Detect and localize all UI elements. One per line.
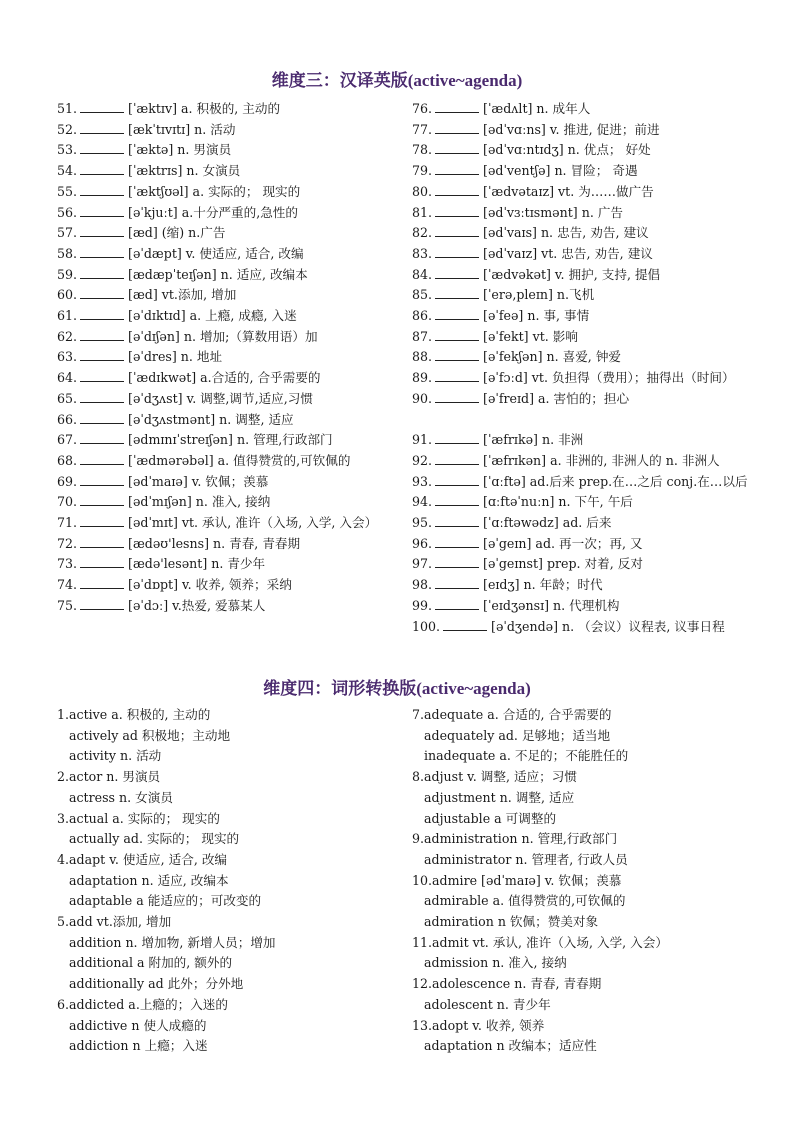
answer-blank[interactable] (80, 369, 124, 382)
entry-definition: [əˈgeɪn] ad. 再一次；再, 又 (483, 535, 643, 551)
entry-number: 92. (412, 452, 433, 468)
vocab-entry (412, 182, 752, 203)
answer-blank[interactable] (435, 141, 479, 154)
entry-definition: [ˈæktə] n. 男演员 (128, 142, 232, 158)
answer-blank[interactable] (80, 307, 124, 320)
entry-number: 91. (412, 432, 433, 448)
vocab-entry (412, 492, 752, 513)
derived-form: admission n. 准入, 接纳 (424, 955, 567, 971)
entry-number: 69. (57, 473, 78, 489)
answer-blank[interactable] (80, 555, 124, 568)
word-family-head: 10.admire [ədˈmaɪə] v. 钦佩；羡慕 (412, 872, 622, 888)
entry-definition: [ədmɪnɪˈstreɪʃən] n. 管理,行政部门 (128, 432, 333, 448)
answer-blank[interactable] (80, 493, 124, 506)
word-family-head: 11.admit vt. 承认, 准许（入场, 入学, 入会） (412, 934, 668, 950)
entry-definition: [ˈeɪdʒənsɪ] n. 代理机构 (483, 597, 620, 613)
vocab-entry (412, 617, 752, 638)
vocab-entry (412, 368, 752, 389)
vocab-entry (412, 203, 752, 224)
vocab-entry (57, 472, 392, 493)
entry-definition: [əˈfreɪd] a. 害怕的；担心 (483, 390, 630, 406)
entry-definition: [ˈæktʃʊəl] a. 实际的； 现实的 (128, 183, 301, 199)
entry-definition: [əˈdʒʌst] v. 调整,调节,适应,习惯 (128, 390, 313, 406)
entry-definition: [əˈdɪʃən] n. 增加;（算数用语）加 (128, 328, 318, 344)
derived-form: adaptation n 改编本；适应性 (424, 1038, 597, 1054)
derived-form: admiration n 钦佩；赞美对象 (424, 914, 599, 930)
entry-number: 67. (57, 432, 78, 448)
entry-definition: [əˈfɔːd] vt. 负担得（费用）；抽得出（时间） (483, 370, 735, 386)
entry-number: 77. (412, 121, 433, 137)
vocab-entry (412, 430, 752, 451)
derived-form: inadequate a. 不足的；不能胜任的 (424, 748, 629, 764)
answer-blank[interactable] (435, 493, 479, 506)
vocab-entry (412, 596, 752, 617)
entry-number: 60. (57, 287, 78, 303)
derived-form: administrator n. 管理者, 行政人员 (424, 851, 628, 867)
answer-blank[interactable] (80, 431, 124, 444)
vocab-entry (57, 368, 392, 389)
answer-blank[interactable] (435, 100, 479, 113)
entry-definition: [ˈædvətaɪz] vt. 为……做广告 (483, 183, 654, 199)
vocab-entry (412, 161, 752, 182)
answer-blank[interactable] (80, 224, 124, 237)
answer-blank[interactable] (80, 245, 124, 258)
vocab-entry (57, 389, 392, 410)
derived-form: actually ad. 实际的； 现实的 (69, 831, 240, 847)
answer-blank[interactable] (435, 473, 479, 486)
entry-definition: [ˈædɪkwət] a.合适的, 合乎需要的 (128, 370, 321, 386)
vocab-entry (412, 327, 752, 348)
derived-form: activity n. 活动 (69, 748, 162, 764)
entry-definition: [ædæpˈteɪʃən] n. 适应, 改编本 (128, 266, 308, 282)
answer-blank[interactable] (435, 390, 479, 403)
entry-number: 63. (57, 349, 78, 365)
vocab-entry (57, 99, 392, 120)
entry-number: 84. (412, 266, 433, 282)
entry-number: 70. (57, 494, 78, 510)
entry-number: 99. (412, 597, 433, 613)
vocab-entry (412, 140, 752, 161)
answer-blank[interactable] (80, 162, 124, 175)
entry-number: 66. (57, 411, 78, 427)
entry-definition: [ˈæktɪv] a. 积极的, 主动的 (128, 101, 281, 116)
vocab-entry (412, 554, 752, 575)
answer-blank[interactable] (80, 411, 124, 424)
entry-number: 94. (412, 494, 433, 510)
answer-blank[interactable] (435, 576, 479, 589)
entry-definition: [əˈdɪktɪd] a. 上瘾, 成瘾, 入迷 (128, 308, 297, 324)
entry-definition: [ˈɑːftəwədz] ad. 后来 (483, 515, 612, 531)
answer-blank[interactable] (435, 307, 479, 320)
entry-definition: [ədˈmaɪə] v. 钦佩；羡慕 (128, 473, 269, 489)
derived-form: actively ad 积极地；主动地 (69, 727, 231, 743)
vocab-entry (57, 451, 392, 472)
vocab-entry (57, 327, 392, 348)
vocab-entry (57, 554, 392, 575)
word-family-head: 5.add vt.添加, 增加 (57, 914, 172, 930)
entry-definition: [ˈɑːftə] ad.后来 prep.在…之后 conj.在…以后 (483, 473, 748, 489)
derived-form: adjustment n. 调整, 适应 (424, 789, 575, 805)
vocab-entry (412, 306, 752, 327)
vocab-entry (57, 430, 392, 451)
answer-blank[interactable] (80, 535, 124, 548)
entry-number: 73. (57, 556, 78, 572)
answer-blank[interactable] (435, 348, 479, 361)
answer-blank[interactable] (80, 390, 124, 403)
entry-number: 98. (412, 577, 433, 593)
answer-blank[interactable] (435, 597, 479, 610)
entry-definition: [əˈdres] n. 地址 (128, 349, 223, 365)
vocab-entry (57, 513, 392, 534)
derived-form: adequately ad. 足够地；适当地 (424, 727, 611, 743)
entry-definition: [ədˈvaɪs] n. 忠告, 劝告, 建议 (483, 225, 649, 241)
answer-blank[interactable] (435, 121, 479, 134)
answer-blank[interactable] (435, 535, 479, 548)
entry-number: 86. (412, 308, 433, 324)
entry-number: 65. (57, 390, 78, 406)
entry-number: 85. (412, 287, 433, 303)
entry-number: 100. (412, 618, 441, 634)
word-family-head: 13.adopt v. 收养, 领养 (412, 1017, 545, 1033)
entry-number: 52. (57, 121, 78, 137)
vocab-entry (57, 285, 392, 306)
vocab-entry (57, 534, 392, 555)
vocab-entry (57, 347, 392, 368)
answer-blank[interactable] (435, 555, 479, 568)
entry-number: 78. (412, 142, 433, 158)
entry-number: 80. (412, 183, 433, 199)
section3-right-column (412, 99, 752, 637)
vocab-entry (412, 513, 752, 534)
vocab-entry (412, 534, 752, 555)
vocab-entry (57, 140, 392, 161)
entry-definition: [ædəʊ'lesns] n. 青春, 青春期 (128, 535, 301, 551)
vocab-entry (57, 596, 392, 617)
word-family-head: 3.actual a. 实际的； 现实的 (57, 810, 220, 826)
entry-number: 57. (57, 225, 78, 241)
answer-blank[interactable] (435, 452, 479, 465)
entry-definition: [ˈædmərəbəl] a. 值得赞赏的,可钦佩的 (128, 452, 351, 468)
word-family-head: 7.adequate a. 合适的, 合乎需要的 (412, 707, 612, 722)
section4-left-column (57, 705, 397, 1057)
answer-blank[interactable] (80, 204, 124, 217)
vocab-entry (412, 265, 752, 286)
derived-form: adaptation n. 适应, 改编本 (69, 872, 229, 888)
derived-form: adjustable a 可调整的 (424, 810, 557, 826)
derived-form: addiction n 上瘾；入迷 (69, 1038, 208, 1054)
entry-number: 88. (412, 349, 433, 365)
answer-blank[interactable] (80, 514, 124, 527)
entry-definition: [əˈfekʃən] n. 喜爱, 钟爱 (483, 349, 622, 365)
entry-definition: [ˈæfrɪkə] n. 非洲 (483, 432, 584, 448)
derived-form: addition n. 增加物, 新增人员；增加 (69, 934, 276, 950)
derived-form: additionally ad 此外；分外地 (69, 976, 244, 992)
entry-definition: [ədˈvɜːtɪsmənt] n. 广告 (483, 204, 624, 220)
vocab-entry (412, 285, 752, 306)
entry-number: 53. (57, 142, 78, 158)
entry-number: 83. (412, 245, 433, 261)
vocab-entry (412, 120, 752, 141)
entry-definition: [ɑːftəˈnuːn] n. 下午, 午后 (483, 494, 633, 510)
answer-blank[interactable] (443, 618, 487, 631)
vocab-entry (57, 265, 392, 286)
answer-blank[interactable] (80, 121, 124, 134)
entry-definition: [ədˈmɪʃən] n. 准入, 接纳 (128, 494, 271, 510)
entry-definition: [əˈdæpt] v. 使适应, 适合, 改编 (128, 245, 304, 261)
vocab-entry (412, 244, 752, 265)
derived-form: adolescent n. 青少年 (424, 996, 551, 1012)
entry-number: 82. (412, 225, 433, 241)
entry-number: 76. (412, 101, 433, 116)
vocab-entry (57, 223, 392, 244)
entry-number: 56. (57, 204, 78, 220)
entry-number: 74. (57, 577, 78, 593)
entry-number: 58. (57, 245, 78, 261)
derived-form: additional a 附加的, 额外的 (69, 955, 233, 971)
answer-blank[interactable] (435, 204, 479, 217)
answer-blank[interactable] (80, 266, 124, 279)
entry-number: 95. (412, 515, 433, 531)
word-family-head: 1.active a. 积极的, 主动的 (57, 707, 211, 722)
derived-form: actress n. 女演员 (69, 789, 173, 805)
entry-number: 90. (412, 390, 433, 406)
answer-blank[interactable] (435, 224, 479, 237)
entry-definition: [əˈdʒʌstmənt] n. 调整, 适应 (128, 411, 294, 427)
vocab-entry (412, 347, 752, 368)
entry-definition: [eɪdʒ] n. 年龄；时代 (483, 577, 603, 593)
answer-blank[interactable] (80, 286, 124, 299)
word-family-head: 9.administration n. 管理,行政部门 (412, 831, 618, 847)
entry-definition: [əˈdɔː] v.热爱, 爱慕某人 (128, 597, 266, 613)
entry-number: 75. (57, 597, 78, 613)
answer-blank[interactable] (435, 162, 479, 175)
entry-definition: [ˈædʌlt] n. 成年人 (483, 101, 591, 116)
answer-blank[interactable] (435, 286, 479, 299)
entry-definition: [əˈkjuːt] a.十分严重的,急性的 (128, 204, 298, 220)
answer-blank[interactable] (435, 245, 479, 258)
entry-number: 54. (57, 163, 78, 179)
vocab-entry (412, 99, 752, 120)
entry-definition: [æd] (缩) n.广告 (128, 225, 226, 241)
vocab-entry (57, 182, 392, 203)
entry-definition: [ˈæfrɪkən] a. 非洲的, 非洲人的 n. 非洲人 (483, 452, 720, 468)
vocab-entry (57, 492, 392, 513)
entry-definition: [ədˈvaɪz] vt. 忠告, 劝告, 建议 (483, 245, 653, 261)
word-family-head: 2.actor n. 男演员 (57, 769, 161, 785)
section3-title: 维度三：汉译英版(active~agenda) (271, 71, 523, 90)
answer-blank[interactable] (80, 328, 124, 341)
vocab-entry (412, 389, 752, 410)
vocab-entry (57, 306, 392, 327)
entry-definition: [ædə'lesənt] n. 青少年 (128, 556, 266, 572)
section4-right-column (412, 705, 752, 1057)
entry-number: 87. (412, 328, 433, 344)
derived-form: addictive n 使人成瘾的 (69, 1017, 207, 1033)
answer-blank[interactable] (80, 576, 124, 589)
vocab-entry (412, 472, 752, 493)
entry-number: 89. (412, 370, 433, 386)
entry-definition: [əˈgeɪnst] prep. 对着, 反对 (483, 556, 643, 572)
entry-number: 96. (412, 535, 433, 551)
answer-blank[interactable] (435, 514, 479, 527)
entry-number: 79. (412, 163, 433, 179)
answer-blank[interactable] (80, 348, 124, 361)
derived-form: adaptable a 能适应的；可改变的 (69, 893, 262, 909)
entry-number: 64. (57, 370, 78, 386)
vocab-entry (57, 120, 392, 141)
entry-definition: [æd] vt.添加, 增加 (128, 287, 237, 303)
entry-number: 61. (57, 308, 78, 324)
vocab-entry (57, 244, 392, 265)
vocab-entry (412, 575, 752, 596)
vocab-entry (57, 161, 392, 182)
entry-definition: [ədˈventʃə] n. 冒险； 奇遇 (483, 163, 638, 179)
entry-definition: [əˈfeə] n. 事, 事情 (483, 308, 590, 324)
entry-definition: [ˈædvəkət] v. 拥护, 支持, 提倡 (483, 266, 661, 282)
vocab-entry (57, 575, 392, 596)
entry-number: 71. (57, 515, 78, 531)
entry-number: 93. (412, 473, 433, 489)
entry-definition: [ækˈtɪvɪtɪ] n. 活动 (128, 121, 236, 137)
vocab-entry (57, 203, 392, 224)
entry-number: 55. (57, 183, 78, 199)
vocab-entry (57, 410, 392, 431)
entry-definition: [ˈerə,pleɪn] n.飞机 (483, 287, 595, 303)
section3-left-column (57, 99, 392, 617)
word-family-head: 12.adolescence n. 青春, 青春期 (412, 976, 602, 992)
answer-blank[interactable] (435, 266, 479, 279)
answer-blank[interactable] (435, 369, 479, 382)
vocab-entry (412, 451, 752, 472)
word-family-head: 6.addicted a.上瘾的；入迷的 (57, 996, 228, 1012)
section4-title: 维度四：词形转换版(active~agenda) (263, 679, 531, 698)
entry-number: 62. (57, 328, 78, 344)
entry-definition: [əˈdʒendə] n. （会议）议程表, 议事日程 (491, 618, 725, 634)
entry-number: 68. (57, 452, 78, 468)
word-family-head: 8.adjust v. 调整, 适应；习惯 (412, 769, 577, 785)
entry-definition: [ədˈvɑːntɪdʒ] n. 优点； 好处 (483, 142, 651, 158)
answer-blank[interactable] (80, 183, 124, 196)
answer-blank[interactable] (80, 597, 124, 610)
answer-blank[interactable] (80, 100, 124, 113)
answer-blank[interactable] (80, 473, 124, 486)
entry-definition: [əˈfekt] vt. 影响 (483, 328, 578, 344)
answer-blank[interactable] (80, 452, 124, 465)
answer-blank[interactable] (435, 328, 479, 341)
entry-number: 51. (57, 101, 78, 116)
answer-blank[interactable] (435, 431, 479, 444)
vocab-entry (412, 410, 752, 431)
entry-definition: [ədˈmɪt] vt. 承认, 准许（入场, 入学, 入会） (128, 515, 378, 531)
entry-definition: [əˈdɒpt] v. 收养, 领养；采纳 (128, 577, 292, 593)
entry-number: 72. (57, 535, 78, 551)
entry-number: 97. (412, 556, 433, 572)
entry-definition: [ˈæktrɪs] n. 女演员 (128, 163, 241, 179)
vocab-entry (412, 223, 752, 244)
word-family-head: 4.adapt v. 使适应, 适合, 改编 (57, 851, 228, 867)
entry-number: 59. (57, 266, 78, 282)
entry-definition: [ədˈvɑːns] v. 推进, 促进；前进 (483, 121, 660, 137)
entry-number: 81. (412, 204, 433, 220)
answer-blank[interactable] (435, 183, 479, 196)
answer-blank[interactable] (80, 141, 124, 154)
derived-form: admirable a. 值得赞赏的,可钦佩的 (424, 893, 626, 909)
